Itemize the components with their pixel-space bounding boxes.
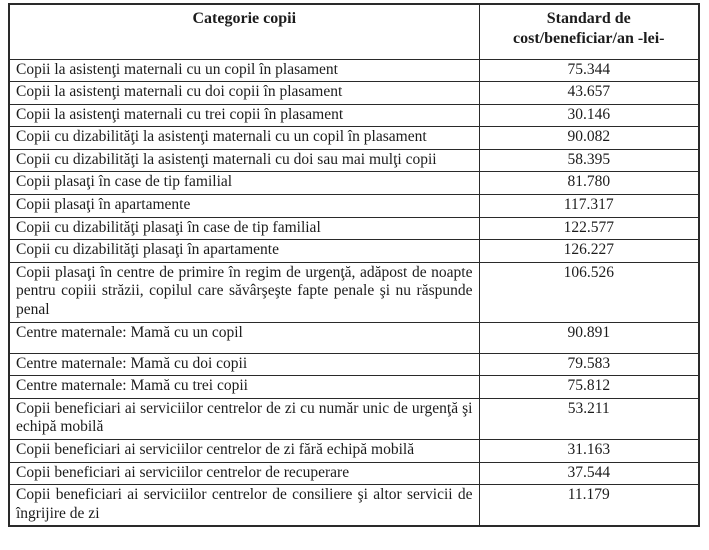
category-cell: Copii beneficiari ai serviciilor centrelor de zi fără echipă mobilă: [9, 440, 479, 463]
table-row: [9, 353, 699, 376]
value-cell: 90.082: [479, 127, 699, 150]
value-cell: 126.227: [479, 240, 699, 263]
table-row: [9, 240, 699, 263]
category-cell: Copii plasaţi în apartamente: [9, 195, 479, 218]
value-cell: 11.179: [479, 485, 699, 527]
value-cell: 53.211: [479, 398, 699, 439]
value-cell: 37.544: [479, 462, 699, 485]
value-cell: 81.780: [479, 172, 699, 195]
table-row: [9, 462, 699, 485]
value-cell: 106.526: [479, 262, 699, 322]
category-cell: Copii la asistenţi maternali cu un copil în plasament: [9, 59, 479, 82]
table-row: [9, 59, 699, 82]
category-cell: Centre maternale: Mamă cu doi copii: [9, 353, 479, 376]
category-cell: Copii plasaţi în case de tip familial: [9, 172, 479, 195]
category-cell: Copii cu dizabilităţi la asistenţi maternali cu un copil în plasament: [9, 127, 479, 150]
table-row: [9, 322, 699, 353]
value-cell: 31.163: [479, 440, 699, 463]
table-row: [9, 398, 699, 439]
category-cell: Centre maternale: Mamă cu un copil: [9, 322, 479, 353]
category-cell: Copii la asistenţi maternali cu trei copii în plasament: [9, 104, 479, 127]
category-cell: Copii la asistenţi maternali cu doi copii în plasament: [9, 82, 479, 105]
table-row: [9, 172, 699, 195]
value-cell: 117.317: [479, 195, 699, 218]
category-cell: Centre maternale: Mamă cu trei copii: [9, 376, 479, 399]
category-cell: Copii plasaţi în centre de primire în regim de urgenţă, adăpost de noapte pentru copiii străzii, copilul care săvârşeşte fapte penale şi nu răspunde penal: [9, 262, 479, 322]
category-cell: Copii cu dizabilităţi plasaţi în apartamente: [9, 240, 479, 263]
value-cell: 43.657: [479, 82, 699, 105]
category-cell: Copii cu dizabilităţi la asistenţi maternali cu doi sau mai mulţi copii: [9, 149, 479, 172]
category-cell: Copii cu dizabilităţi plasaţi în case de tip familial: [9, 217, 479, 240]
category-cell: Copii beneficiari ai serviciilor centrelor de zi cu număr unic de urgenţă şi echipă mobilă: [9, 398, 479, 439]
value-cell: 30.146: [479, 104, 699, 127]
header-standard-line1: Standard de: [546, 10, 631, 27]
table-row: [9, 376, 699, 399]
value-cell: 58.395: [479, 149, 699, 172]
value-cell: 122.577: [479, 217, 699, 240]
header-categorie-copii: Categorie copii: [9, 4, 479, 59]
table-row: [9, 262, 699, 322]
table-row: [9, 440, 699, 463]
header-standard-cost: [479, 4, 699, 59]
value-cell: 79.583: [479, 353, 699, 376]
category-cell: Copii beneficiari ai serviciilor centrelor de recuperare: [9, 462, 479, 485]
category-cell: Copii beneficiari ai serviciilor centrelor de consiliere şi altor servicii de îngrijire de zi: [9, 485, 479, 527]
table-row: [9, 485, 699, 527]
table-row: [9, 127, 699, 150]
table-row: [9, 104, 699, 127]
cost-standards-table: [8, 3, 700, 527]
value-cell: 75.344: [479, 59, 699, 82]
header-standard-line2: cost/beneficiar/an -lei-: [512, 30, 665, 47]
table-row: [9, 82, 699, 105]
value-cell: 75.812: [479, 376, 699, 399]
value-cell: 90.891: [479, 322, 699, 353]
table-row: [9, 149, 699, 172]
table-row: [9, 217, 699, 240]
header-row: [9, 4, 699, 59]
table-row: [9, 195, 699, 218]
